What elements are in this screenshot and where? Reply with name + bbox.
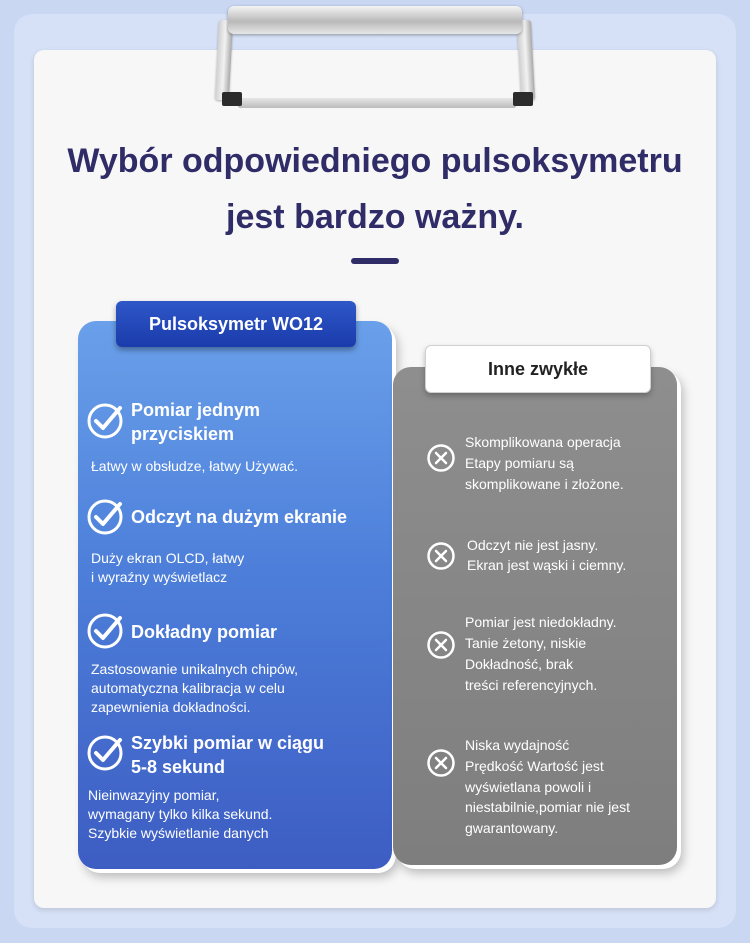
feature-description: Szybkie wyświetlanie danych — [88, 825, 269, 841]
product-tag: Pulsoksymetr WO12 — [116, 301, 356, 347]
con-text: Skomplikowana operacja — [465, 434, 621, 450]
clip-foot-left — [222, 92, 242, 106]
x-circle-icon — [426, 748, 456, 778]
check-circle-icon — [86, 734, 124, 772]
feature-description: wymagany tylko kilka sekund. — [88, 806, 273, 822]
feature-description: Zastosowanie unikalnych chipów, — [91, 661, 299, 677]
con-text: niestabilnie,pomiar nie jest — [465, 799, 630, 815]
feature-title: przyciskiem — [131, 424, 235, 444]
con-text: Ekran jest wąski i ciemny. — [467, 557, 627, 573]
feature-description: Nieinwazyjny pomiar, — [88, 787, 220, 803]
feature-title: Odczyt na dużym ekranie — [131, 507, 348, 527]
con-text: treści referencyjnych. — [465, 677, 598, 693]
feature-description: automatyczna kalibracja w celu — [91, 680, 285, 696]
con-text: skomplikowane i złożone. — [465, 476, 624, 492]
check-circle-icon — [86, 402, 124, 440]
con-text: gwarantowany. — [465, 820, 559, 836]
check-circle-icon — [86, 612, 124, 650]
feature-title: 5-8 sekund — [131, 757, 226, 777]
con-text: wyświetlana powoli i — [465, 779, 592, 795]
clip-base — [238, 98, 516, 108]
feature-title: Szybki pomiar w ciągu — [131, 733, 325, 753]
x-circle-icon — [426, 541, 456, 571]
con-text: Dokładność, brak — [465, 656, 574, 672]
feature-description: i wyraźny wyświetlacz — [91, 569, 228, 585]
check-circle-icon — [86, 498, 124, 536]
x-circle-icon — [426, 630, 456, 660]
feature-description: Duży ekran OLCD, łatwy — [91, 550, 245, 566]
con-text: Odczyt nie jest jasny. — [467, 537, 599, 553]
con-text: Prędkość Wartość jest — [465, 758, 604, 774]
feature-description: Łatwy w obsłudze, łatwy Używać. — [91, 458, 298, 474]
feature-description: zapewnienia dokładności. — [91, 699, 251, 715]
feature-title: Pomiar jednym — [131, 400, 261, 420]
headline-line-2: jest bardzo ważny. — [226, 198, 524, 236]
con-text: Etapy pomiaru są — [465, 455, 574, 471]
competitor-tag: Inne zwykłe — [425, 345, 651, 393]
headline-divider — [351, 258, 399, 264]
feature-title: Dokładny pomiar — [131, 622, 278, 642]
headline-line-1: Wybór odpowiedniego pulsoksymetru — [67, 142, 683, 180]
clip-foot-right — [513, 92, 533, 106]
clip-bar — [228, 6, 522, 34]
con-text: Tanie żetony, niskie — [465, 635, 587, 651]
con-text: Niska wydajność — [465, 737, 570, 753]
con-text: Pomiar jest niedokładny. — [465, 614, 617, 630]
x-circle-icon — [426, 443, 456, 473]
